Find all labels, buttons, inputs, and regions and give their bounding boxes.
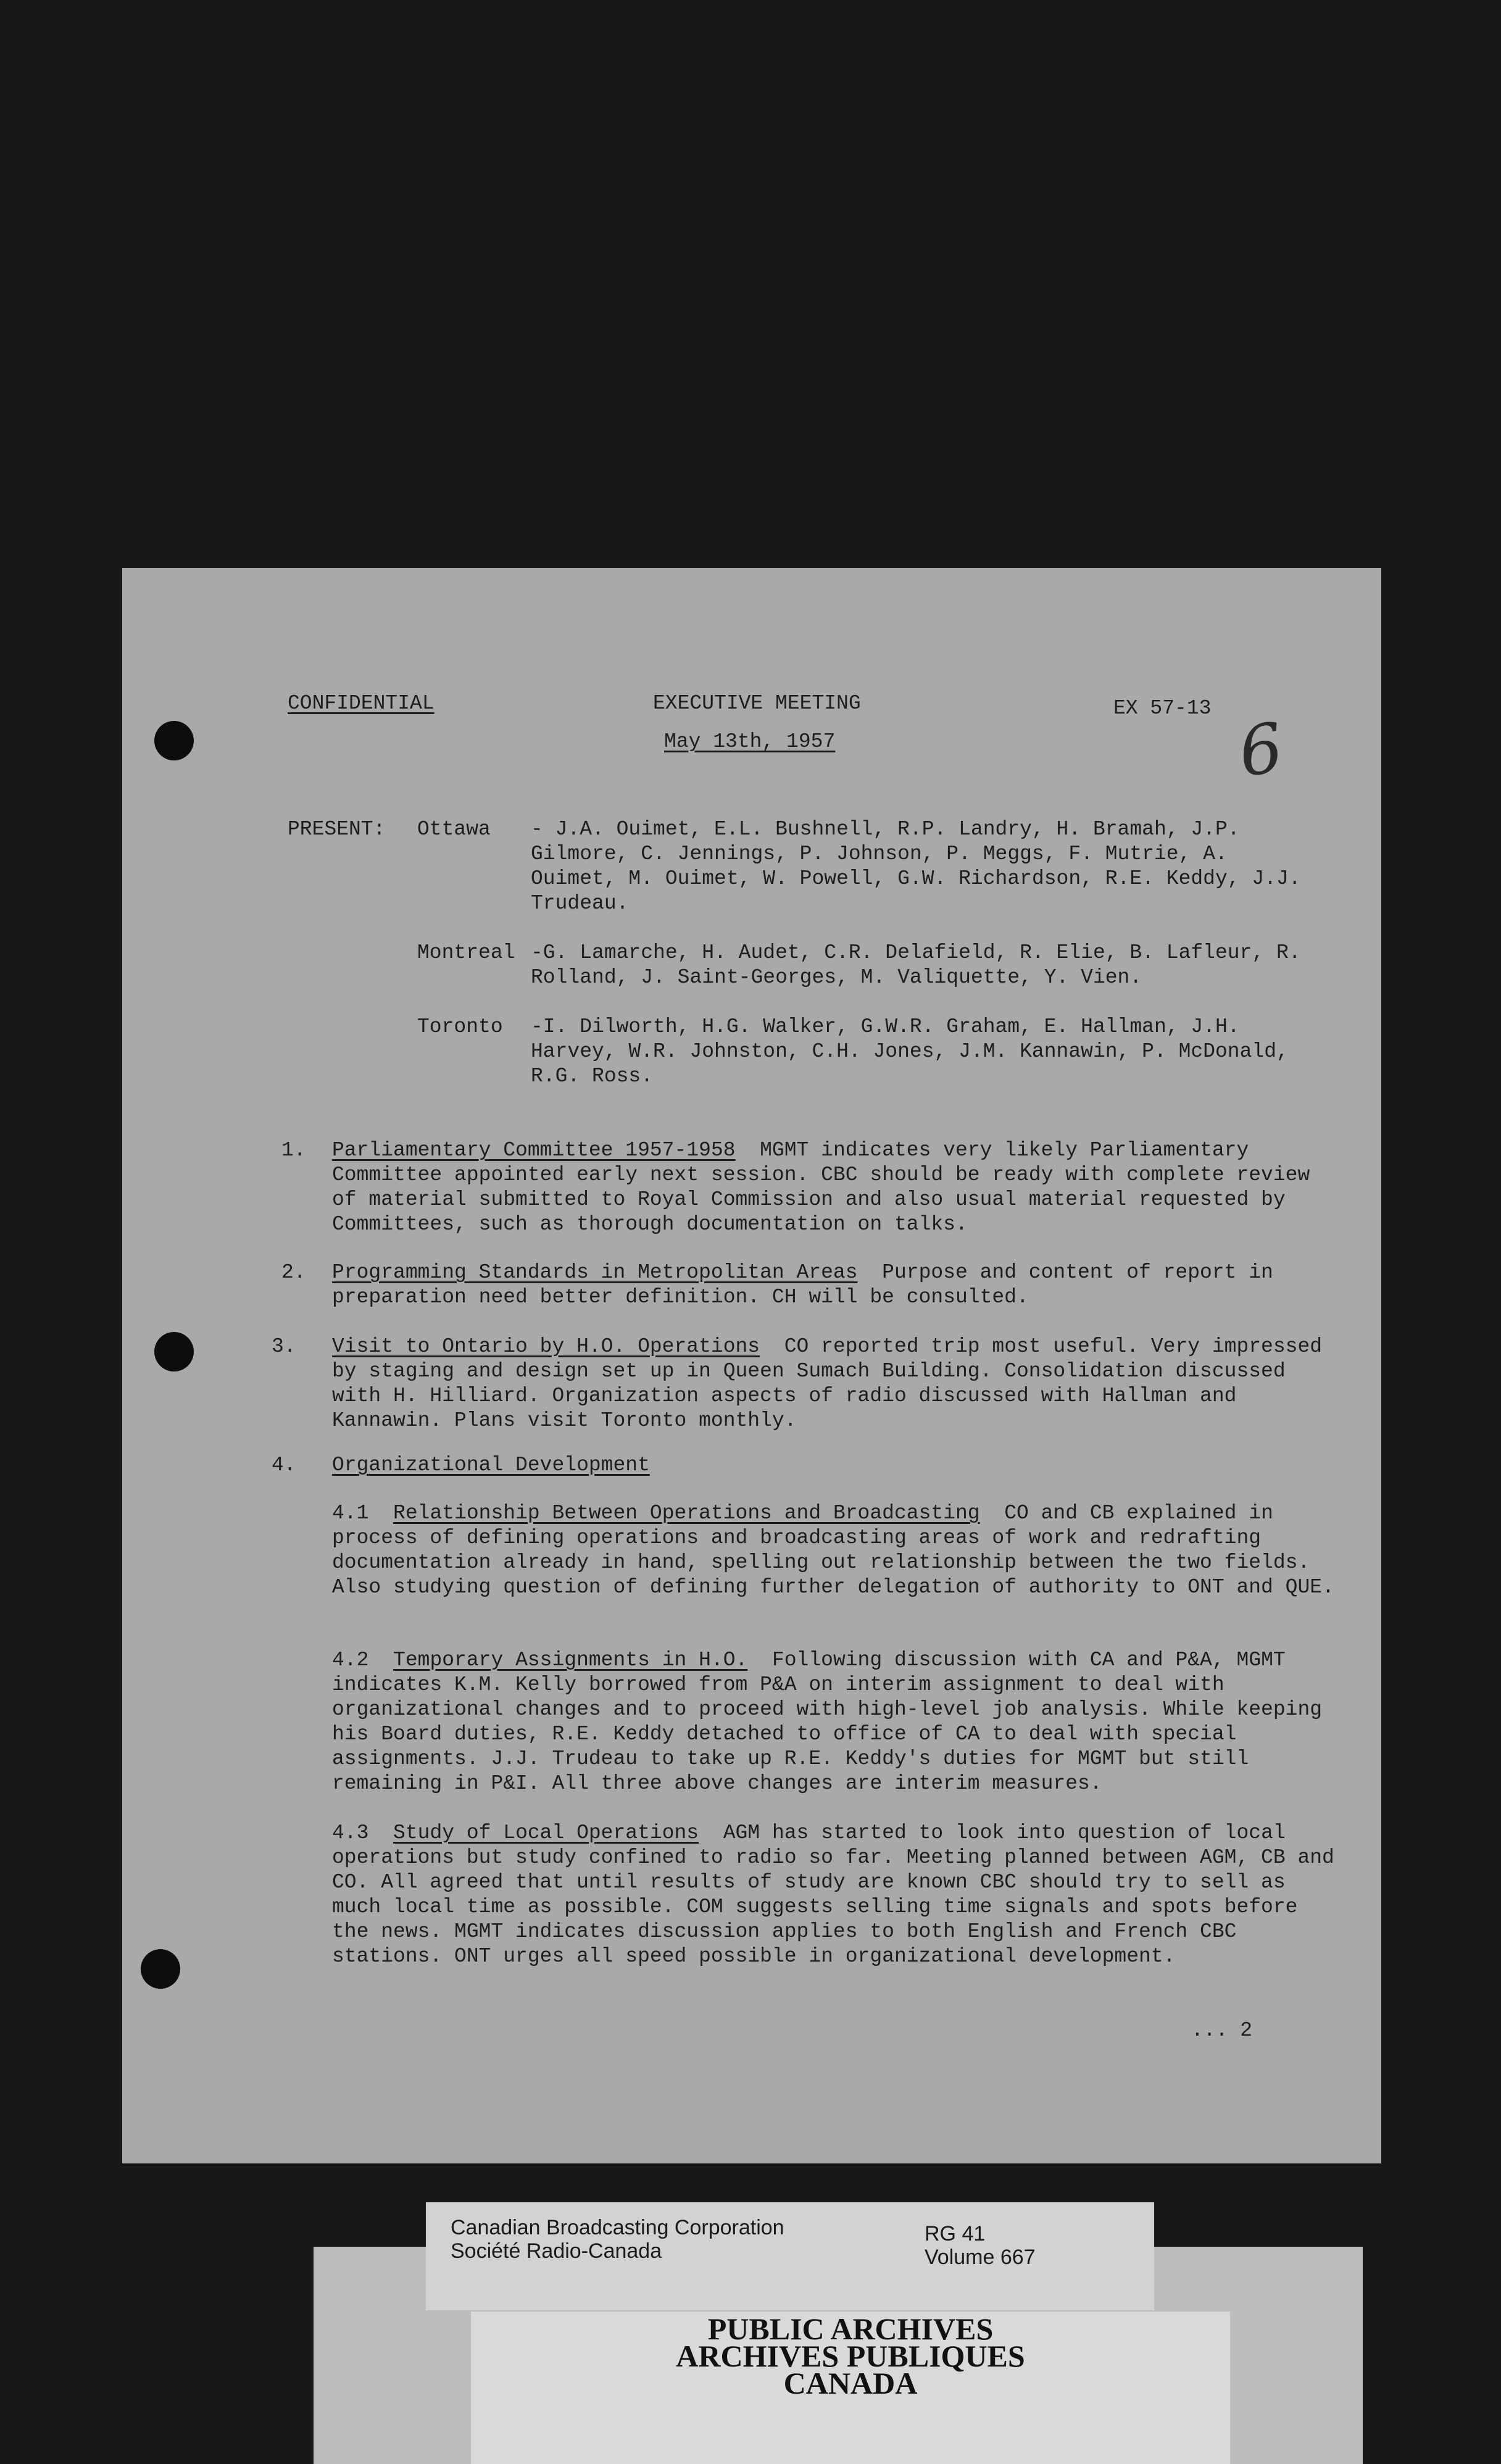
subitem-number: 4.1: [332, 1502, 369, 1525]
present-city-montreal: Montreal: [417, 941, 515, 964]
subitem-number: 4.2: [332, 1649, 369, 1671]
reference-number: EX 57-13: [1113, 697, 1212, 720]
agenda-item: [332, 1334, 1344, 1433]
archive-stamp: [471, 2312, 1230, 2464]
present-city-toronto: Toronto: [417, 1015, 503, 1038]
meeting-title: EXECUTIVE MEETING: [653, 692, 861, 715]
punch-hole: [154, 1332, 194, 1371]
item-number: 4.: [272, 1454, 296, 1476]
archive-reference-label: [426, 2202, 1154, 2310]
agenda-subitem: [332, 1821, 1344, 1969]
organization-french: Société Radio-Canada: [451, 2239, 662, 2263]
present-label: PRESENT:: [288, 818, 386, 841]
agenda-subitem: [332, 1501, 1344, 1600]
agenda-item: [332, 1260, 1344, 1310]
stamp-line-1: PUBLIC ARCHIVES: [707, 2312, 994, 2346]
item-text: MGMT indicates very likely Parliamentary Committee appointed early next session. CBC should be ready with complete review of material submitted to Royal Commission and also usual material requested by Committees, such as thorough documentation on talks.: [332, 1139, 1310, 1236]
agenda-item: [332, 1138, 1344, 1237]
subitem-text: Following discussion with CA and P&A, MGMT indicates K.M. Kelly borrowed from P&A on interim assignment to deal with organizational changes and to proceed with high-level job analysis. While keeping his Board duties, R.E. Keddy detached to office of CA to deal with special assignments. J.J. Trudeau to take up R.E. Keddy's duties for MGMT but still remaining in P&I. All three above changes are interim measures.: [332, 1649, 1323, 1795]
subitem-number: 4.3: [332, 1821, 369, 1844]
subitem-text: CO and CB explained in process of defining operations and broadcasting areas of work and redrafting documentation already in hand, spelling out relationship between the two fields. Also studying question of defining further delegation of authority to ONT and QUE.: [332, 1502, 1334, 1599]
agenda-subitem: [332, 1648, 1344, 1796]
item-text: CO reported trip most useful. Very impressed by staging and design set up in Queen Sumach Building. Consolidation discussed with H. Hilliard. Organization aspects of radio discussed with Hallman and Kannawin. Plans visit Toronto monthly.: [332, 1335, 1323, 1432]
classification-label: CONFIDENTIAL: [288, 692, 434, 715]
stamp-line-2: ARCHIVES PUBLIQUES: [676, 2339, 1025, 2373]
present-names-montreal: -G. Lamarche, H. Audet, C.R. Delafield, R. Elie, B. Lafleur, R. Rolland, J. Saint-Georges, M. Valiquette, Y. Vien.: [531, 941, 1301, 989]
item-heading: Programming Standards in Metropolitan Areas: [332, 1261, 858, 1284]
subitem-heading: Temporary Assignments in H.O.: [393, 1649, 748, 1671]
item-text: Purpose and content of report in preparation need better definition. CH will be consulted.: [332, 1261, 1273, 1309]
volume-number: Volume 667: [925, 2245, 1036, 2269]
item-number: 3.: [272, 1335, 296, 1358]
item-number: 2.: [281, 1261, 306, 1284]
organization-english: Canadian Broadcasting Corporation: [451, 2216, 784, 2239]
meeting-date: May 13th, 1957: [664, 730, 836, 753]
present-city-ottawa: Ottawa: [417, 818, 491, 841]
document-page: [122, 568, 1381, 2163]
punch-hole: [154, 721, 194, 760]
present-names-toronto: -I. Dilworth, H.G. Walker, G.W.R. Graham, E. Hallman, J.H. Harvey, W.R. Johnston, C.H. Jones, J.M. Kannawin, P. McDonald, R.G. Ross.: [531, 1015, 1289, 1088]
stamp-line-3: CANADA: [783, 2366, 918, 2400]
item-number: 1.: [281, 1139, 306, 1162]
item-heading: Organizational Development: [332, 1454, 650, 1476]
item-heading: Parliamentary Committee 1957-1958: [332, 1139, 736, 1162]
record-group: RG 41: [925, 2222, 986, 2245]
present-names-ottawa: - J.A. Ouimet, E.L. Bushnell, R.P. Landry, H. Bramah, J.P. Gilmore, C. Jennings, P. Johnson, P. Meggs, F. Mutrie, A. Ouimet, M. Ouimet, W. Powell, G.W. Richardson, R.E. Keddy, J.J. Trudeau.: [531, 818, 1301, 915]
continuation-marker: ... 2: [1191, 2019, 1253, 2042]
subitem-text: AGM has started to look into question of local operations but study confined to radio so far. Meeting planned between AGM, CB and CO. All agreed that until results of study are known CBC should try to sell as much local time as possible. COM suggests selling time signals and spots before the news. MGMT indicates discussion applies to both English and French CBC stations. ONT urges all speed possible in organizational development.: [332, 1821, 1334, 1968]
subitem-heading: Relationship Between Operations and Broadcasting: [393, 1502, 980, 1525]
handwritten-page-mark: 6: [1234, 707, 1288, 793]
subitem-heading: Study of Local Operations: [393, 1821, 699, 1844]
punch-hole: [141, 1949, 180, 1989]
item-heading: Visit to Ontario by H.O. Operations: [332, 1335, 760, 1358]
